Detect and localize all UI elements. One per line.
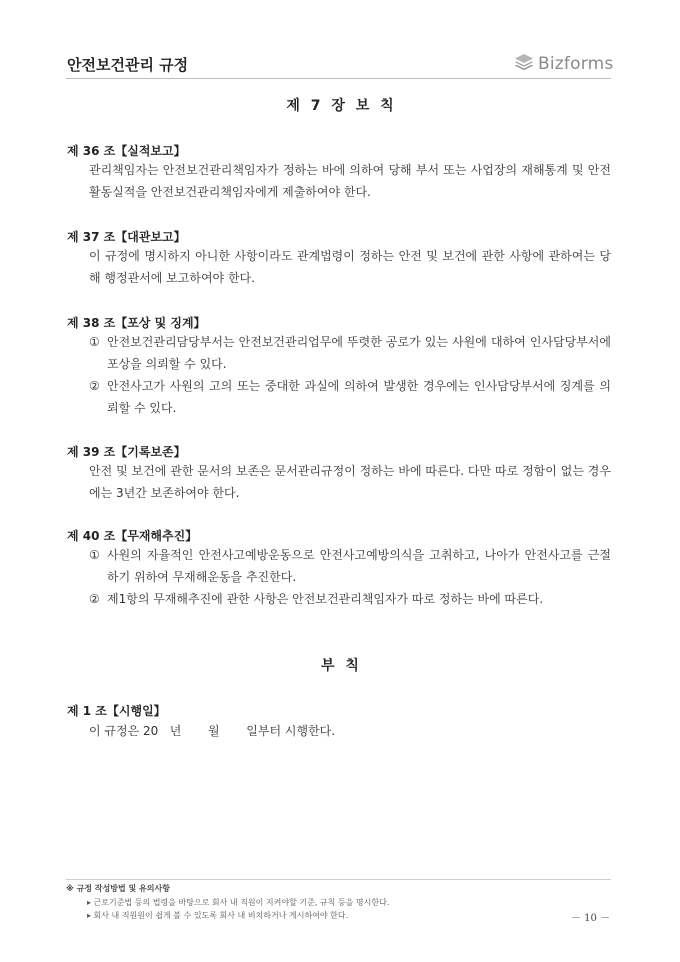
- chapter-title: 제 7 장 보 칙: [286, 98, 394, 114]
- bizforms-logo: [514, 53, 613, 75]
- article-item: [89, 375, 611, 419]
- item-text: 안전사고가 사원의 고의 또는 중대한 과실에 의하여 발생한 경우에는 인사담당부서에 징계를 의뢰할 수 있다.: [107, 379, 611, 415]
- article-title: 제 36 조【실적보고】: [67, 144, 186, 158]
- enactment-text: 이 규정은 20 년 월 일부터 시행한다.: [89, 724, 336, 738]
- item-text: 사원의 자율적인 안전사고예방운동으로 안전사고예방의식을 고취하고, 나아가 안전사고를 근절하기 위하여 무재해운동을 추진한다.: [107, 548, 611, 584]
- footer-divider: [66, 879, 611, 880]
- note-line: ▸ 회사 내 직원원이 쉽게 볼 수 있도록 회사 내 비치하거나 게시하여야 한다.: [87, 911, 349, 920]
- layers-icon: [514, 53, 534, 75]
- article-item: [89, 588, 611, 610]
- article-title: 제 1 조【시행일】: [67, 704, 166, 718]
- item-number: ②: [89, 592, 100, 606]
- article-title: 제 39 조【기록보존】: [67, 445, 186, 459]
- article-title: 제 40 조【무재해추진】: [67, 529, 198, 543]
- document-title: 안전보건관리 규정: [67, 56, 189, 74]
- header-divider: [66, 78, 611, 79]
- notes-title: ※ 규정 작성방법 및 유의사항: [66, 884, 170, 893]
- logo-text: Bizforms: [538, 54, 614, 74]
- item-number: ①: [89, 335, 100, 349]
- note-line: ▸ 근로기준법 등의 법령을 바탕으로 회사 내 직원이 지켜야할 기준, 규칙 등을 명시한다.: [87, 898, 390, 907]
- item-number: ①: [89, 548, 100, 562]
- page-number: － 10 －: [571, 913, 611, 924]
- article-item: [89, 331, 611, 375]
- item-text: 제1항의 무재해추진에 관한 사항은 안전보건관리책임자가 따로 정하는 바에 따른다.: [107, 592, 544, 606]
- supplementary-title: 부 칙: [321, 658, 359, 674]
- item-number: ②: [89, 379, 100, 393]
- item-text: 안전보건관리담당부서는 안전보건관리업무에 뚜렷한 공로가 있는 사원에 대하여 인사담당부서에 포상을 의뢰할 수 있다.: [107, 335, 611, 371]
- article-title: 제 37 조【대관보고】: [67, 230, 186, 244]
- article-paragraph: 관리책임자는 안전보건관리책임자가 정하는 바에 의하여 당해 부서 또는 사업장의 재해통계 및 안전활동실적을 안전보건관리책임자에게 제출하여야 한다.: [89, 163, 611, 199]
- article-paragraph: 이 규정에 명시하지 아니한 사항이라도 관계법령이 정하는 안전 및 보건에 관한 사항에 관하여는 당해 행정관서에 보고하여야 한다.: [89, 249, 611, 285]
- article-title: 제 38 조【포상 및 징계】: [67, 316, 206, 330]
- article-item: [89, 544, 611, 588]
- article-paragraph: 안전 및 보건에 관한 문서의 보존은 문서관리규정이 정하는 바에 따른다. 다만 따로 정함이 없는 경우에는 3년간 보존하여야 한다.: [89, 464, 611, 500]
